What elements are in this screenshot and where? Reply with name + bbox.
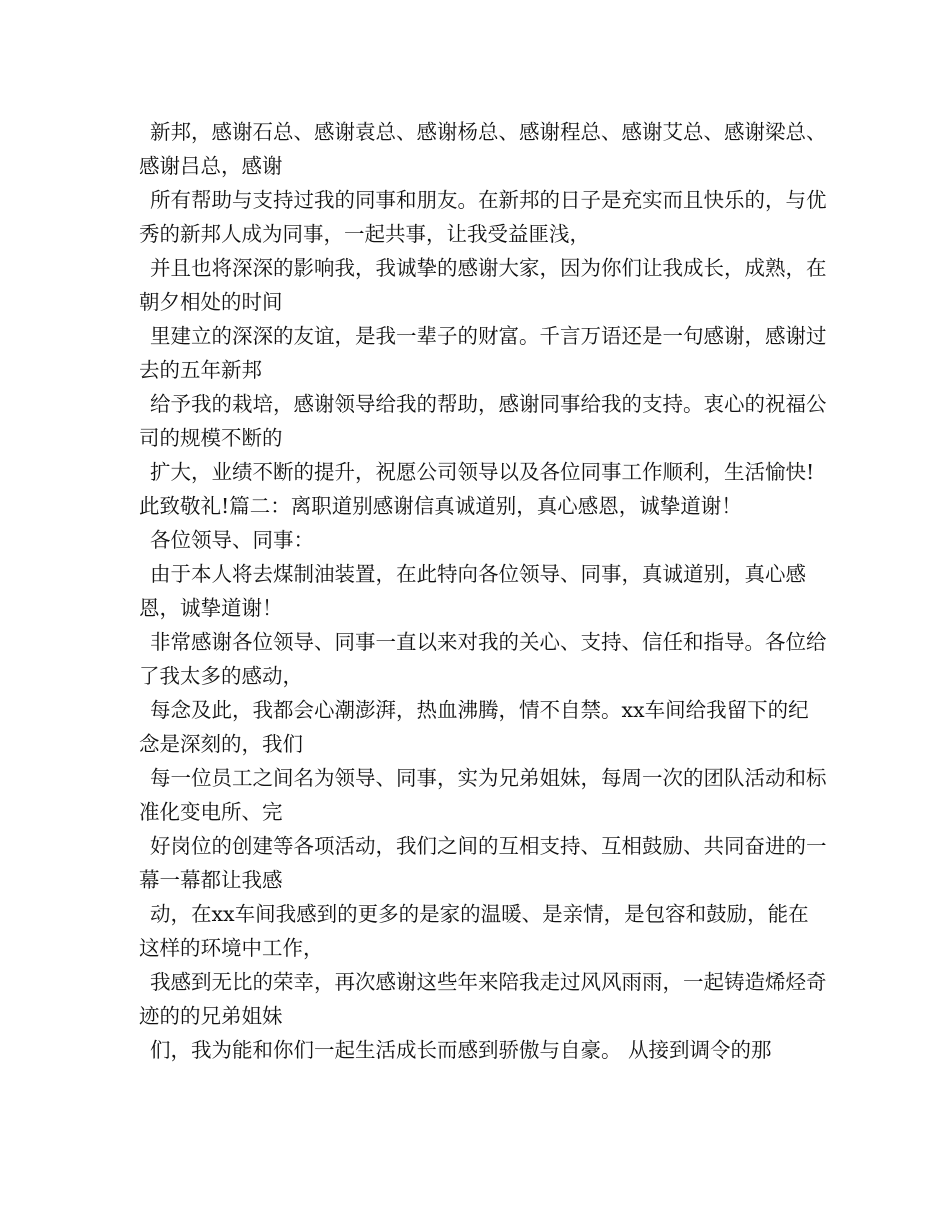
paragraph-1: 新邦，感谢石总、感谢袁总、感谢杨总、感谢程总、感谢艾总、感谢梁总、感谢吕总，感谢	[139, 120, 827, 178]
paragraph-14: 我感到无比的荣幸，再次感谢这些年来陪我走过风风雨雨，一起铸造烯烃奇迹的的兄弟姐妹	[139, 970, 827, 1028]
paragraph-8: 由于本人将去煤制油装置，在此特向各位领导、同事，真诚道别，真心感恩，诚挚道谢！	[139, 562, 806, 620]
paragraph-10: 每念及此，我都会心潮澎湃，热血沸腾，情不自禁。xx车间给我留下的纪念是深刻的，我们	[139, 698, 809, 756]
paragraph-4: 里建立的深深的友谊，是我一辈子的财富。千言万语还是一句感谢，感谢过去的五年新邦	[139, 324, 827, 382]
paragraph-3: 并且也将深深的影响我，我诚挚的感谢大家，因为你们让我成长，成熟，在朝夕相处的时间	[139, 256, 827, 314]
document-body	[139, 115, 829, 1067]
paragraph-12: 好岗位的创建等各项活动，我们之间的互相支持、互相鼓励、共同奋进的一幕一幕都让我感	[139, 834, 827, 892]
paragraph-7: 各位领导、同事：	[150, 528, 314, 552]
paragraph-15: 们，我为能和你们一起生活成长而感到骄傲与自豪。 从接到调令的那	[150, 1038, 772, 1062]
paragraph-13: 动，在xx车间我感到的更多的是家的温暖、是亲情，是包容和鼓励，能在这样的环境中工作，	[139, 902, 809, 960]
paragraph-5: 给予我的栽培，感谢领导给我的帮助，感谢同事给我的支持。衷心的祝福公司的规模不断的	[139, 392, 827, 450]
paragraph-11: 每一位员工之间名为领导、同事，实为兄弟姐妹，每周一次的团队活动和标准化变电所、完	[139, 766, 827, 824]
paragraph-2: 所有帮助与支持过我的同事和朋友。在新邦的日子是充实而且快乐的，与优秀的新邦人成为同事，一起共事，让我受益匪浅，	[139, 188, 827, 246]
paragraph-9: 非常感谢各位领导、同事一直以来对我的关心、支持、信任和指导。各位给了我太多的感动，	[139, 630, 827, 688]
paragraph-6: 扩大，业绩不断的提升，祝愿公司领导以及各位同事工作顺利，生活愉快!此致敬礼!篇二：离职道别感谢信真诚道别，真心感恩，诚挚道谢！	[139, 460, 815, 518]
